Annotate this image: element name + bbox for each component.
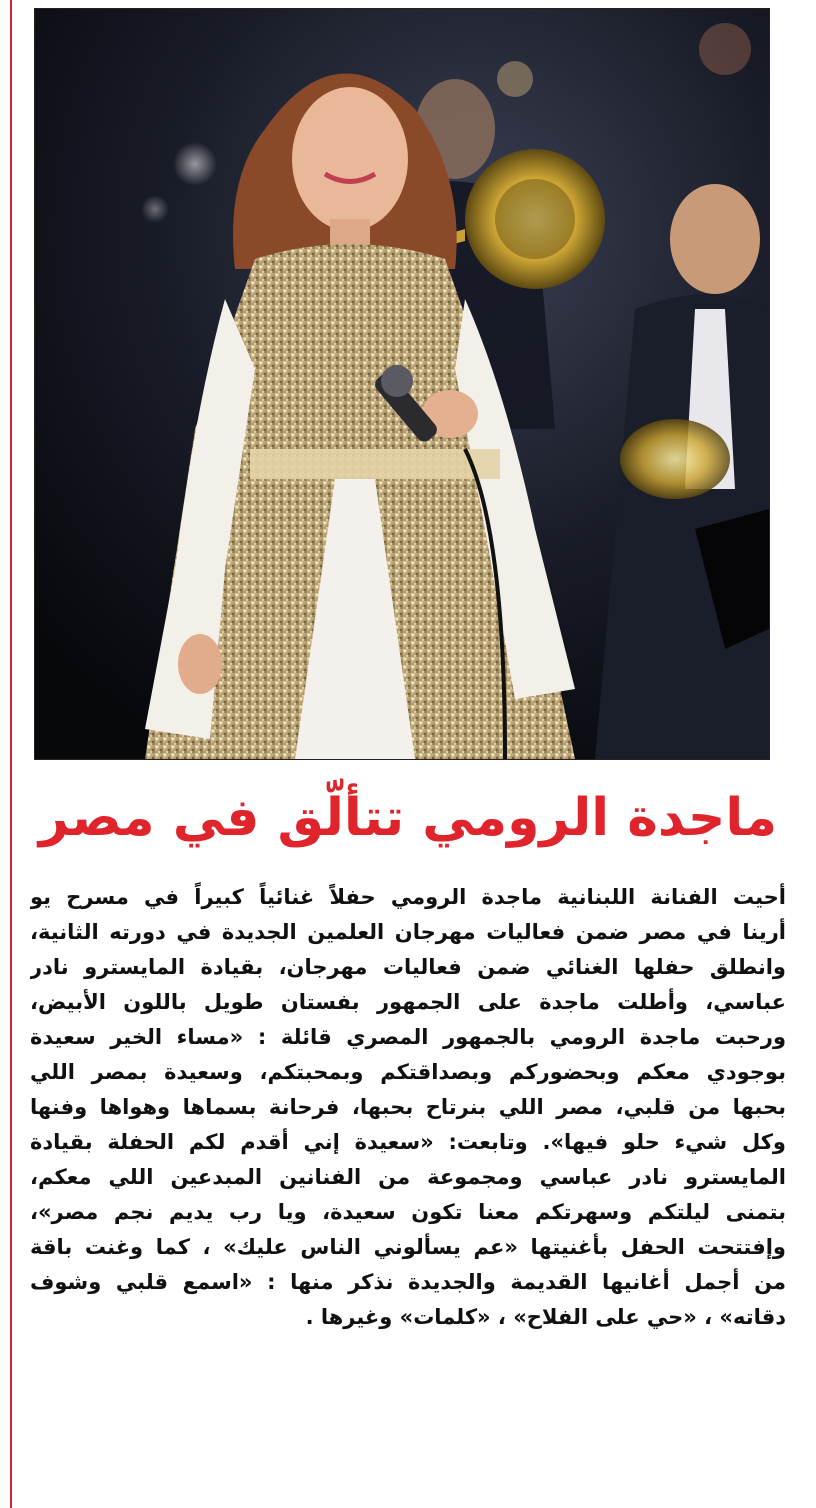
article-line: وانطلق حفلها الغنائي ضمن فعاليات مهرجان، بقيادة المايسترو نادر — [30, 955, 786, 979]
article-line: بوجودي معكم وبحضوركم وبصداقتكم وبمحبتكم، وسعيدة بمصر اللي — [30, 1060, 786, 1084]
article-photo — [34, 8, 770, 760]
performer-photo-icon — [35, 9, 769, 759]
article-line: أرينا في مصر ضمن فعاليات مهرجان العلمين الجديدة في دورته الثانية، — [30, 920, 786, 944]
article-line: أحيت الفنانة اللبنانية ماجدة الرومي حفلاً غنائياً كبيراً في مسرح يو — [30, 885, 786, 909]
article-line: وإفتتحت الحفل بأغنيتها «عم يسألوني الناس عليك» ، كما وغنت باقة — [30, 1235, 786, 1259]
article-line: عباسي، وأطلت ماجدة على الجمهور بفستان طويل باللون الأبيض، — [30, 990, 786, 1014]
article-headline: ماجدة الرومي تتألّق في مصر — [38, 788, 778, 848]
margin-red-rule — [10, 0, 12, 1508]
article-line: المايسترو نادر عباسي ومجموعة من الفنانين المبدعين اللي معكم، — [30, 1165, 786, 1189]
article-line: من أجمل أغانيها القديمة والجديدة نذكر منها : «اسمع قلبي وشوف — [30, 1270, 786, 1294]
article-line: ورحبت ماجدة الرومي بالجمهور المصري قائلة : «مساء الخير سعيدة — [30, 1025, 786, 1049]
article-body — [30, 880, 786, 1335]
article-line: وكل شيء حلو فيها». وتابعت: «سعيدة إني أقدم لكم الحفلة بقيادة — [30, 1130, 786, 1154]
article-line: بتمنى ليلتكم وسهرتكم معنا تكون سعيدة، ويا رب يديم نجم مصر»، — [30, 1200, 786, 1224]
article-line: بحبها من قلبي، مصر اللي بنرتاح بحبها، فرحانة بسماها وهواها وفنها — [30, 1095, 786, 1119]
article-line: دقاته» ، «حي على الفلاح» ، «كلمات» وغيرها . — [305, 1305, 786, 1329]
